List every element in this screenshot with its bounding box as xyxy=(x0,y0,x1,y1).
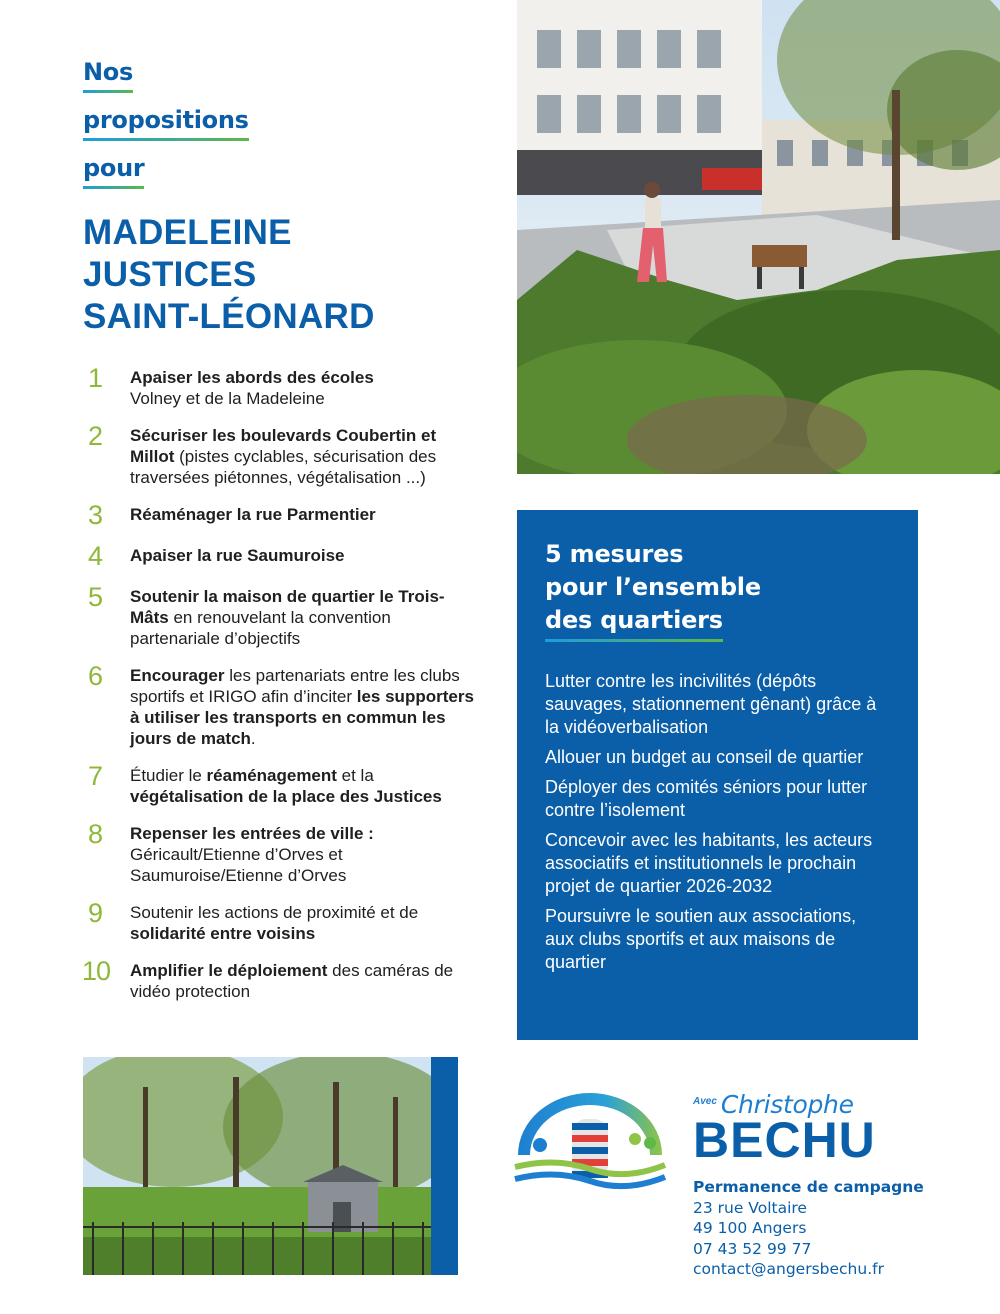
proposal-text xyxy=(130,899,482,944)
proposal-text xyxy=(130,542,344,570)
proposal-number: 6 xyxy=(88,661,104,691)
proposal-text xyxy=(130,957,482,1002)
proposal-number: 2 xyxy=(88,421,104,451)
measures-box xyxy=(517,510,918,1040)
street-photo-illustration xyxy=(517,0,1000,474)
contact-email: contact@angersbechu.fr xyxy=(693,1260,884,1278)
district-title xyxy=(83,212,503,338)
contact-title: Permanence de campagne xyxy=(693,1178,924,1196)
proposal-text xyxy=(130,662,482,749)
proposal-number: 9 xyxy=(88,898,104,928)
proposal-text-bold: solidarité entre voisins xyxy=(130,924,316,943)
proposal-text-regular: en renouvelant la convention partenariale d’objectifs xyxy=(130,608,391,648)
proposal-number: 10 xyxy=(82,956,111,986)
proposal-item xyxy=(82,762,482,807)
proposal-text xyxy=(130,501,376,529)
measure-item: Déployer des comités séniors pour lutter contre l’isolement xyxy=(545,777,868,820)
park-photo xyxy=(83,1057,458,1275)
proposal-text-regular: Volney et de la Madeleine xyxy=(130,389,325,408)
proposal-number: 4 xyxy=(88,541,104,571)
signature-avec: Avec xyxy=(693,1096,717,1107)
proposal-text-bold: Amplifier le déploiement xyxy=(130,961,328,980)
proposal-text-bold: réaménagement xyxy=(206,766,337,785)
measures-title-line-1: 5 mesures xyxy=(545,540,684,568)
intro-heading xyxy=(83,58,313,202)
candidate-signature xyxy=(693,1090,993,1168)
district-line-1: MADELEINE xyxy=(83,213,292,252)
measure-item: Allouer un budget au conseil de quartier xyxy=(545,747,864,767)
photo-blue-stripe xyxy=(431,1057,458,1275)
proposal-number: 5 xyxy=(88,582,104,612)
measures-list xyxy=(545,670,890,974)
contact-phone: 07 43 52 99 77 xyxy=(693,1239,812,1258)
proposal-text-bold: les supporters à utiliser les transports en commun les jours de match xyxy=(130,687,474,748)
intro-line-3: pour xyxy=(83,154,313,189)
proposal-text-bold: Encourager xyxy=(130,666,225,685)
proposal-item xyxy=(82,662,482,749)
measure-item: Poursuivre le soutien aux associations, aux clubs sportifs et aux maisons de quartier xyxy=(545,906,857,972)
proposal-text-regular: Géricault/Etienne d’Orves et Saumuroise/Etienne d’Orves xyxy=(130,845,347,885)
proposal-text-regular: (pistes cyclables, sécurisation des traversées piétonnes, végétalisation ...) xyxy=(130,447,437,487)
proposal-text-regular: les partenariats entre les clubs sportifs et IRIGO afin d’inciter xyxy=(130,666,460,706)
signature-first-name: Christophe xyxy=(720,1090,854,1119)
proposal-item xyxy=(82,501,482,529)
proposal-text xyxy=(130,583,482,649)
campaign-logo xyxy=(510,1087,670,1197)
proposal-list xyxy=(82,364,482,1015)
proposal-number: 7 xyxy=(88,761,104,791)
proposal-item xyxy=(82,422,482,488)
measure-item: Concevoir avec les habitants, les acteurs associatifs et institutionnels le prochain projet de quartier 2026-2032 xyxy=(545,830,873,896)
proposal-text-bold: Sécuriser les boulevards Coubertin et Millot xyxy=(130,426,437,466)
proposal-item xyxy=(82,364,482,409)
contact-address-line-1: 23 rue Voltaire xyxy=(693,1198,807,1217)
measures-title xyxy=(545,538,890,642)
proposal-text-bold: Réaménager la rue Parmentier xyxy=(130,505,376,524)
proposal-item xyxy=(82,583,482,649)
proposal-number: 8 xyxy=(88,819,104,849)
proposal-text xyxy=(130,364,374,409)
intro-line-1: Nos xyxy=(83,58,313,93)
proposal-item xyxy=(82,899,482,944)
proposal-item xyxy=(82,820,482,886)
proposal-number: 3 xyxy=(88,500,104,530)
proposal-text xyxy=(130,820,482,886)
contact-block xyxy=(693,1177,993,1280)
proposal-text xyxy=(130,422,482,488)
campaign-logo-graphic xyxy=(510,1087,670,1197)
proposal-text-regular: et la xyxy=(336,766,374,785)
proposal-item xyxy=(82,957,482,1002)
proposal-text-regular: . xyxy=(250,729,256,748)
street-photo xyxy=(517,0,1000,474)
proposal-text-bold: Soutenir la maison de quartier le Trois-Mâts xyxy=(130,587,445,627)
proposal-text-regular: Étudier le xyxy=(130,766,207,785)
district-line-2: JUSTICES xyxy=(83,255,257,294)
contact-address-line-2: 49 100 Angers xyxy=(693,1219,807,1237)
proposal-text xyxy=(130,762,482,807)
proposal-text-bold: Apaiser les abords des écoles xyxy=(130,368,374,387)
measures-title-line-3: des quartiers xyxy=(545,604,723,642)
proposal-text-regular: Soutenir les actions de proximité et de xyxy=(130,903,419,922)
park-photo-illustration xyxy=(83,1057,458,1275)
proposal-text-bold: Repenser les entrées de ville : xyxy=(130,824,374,843)
measure-item: Lutter contre les incivilités (dépôts sauvages, stationnement gênant) grâce à la vidéoverbalisation xyxy=(545,671,877,737)
signature-last-name: BECHU xyxy=(693,1112,876,1168)
proposal-number: 1 xyxy=(88,363,104,393)
proposal-text-bold: Apaiser la rue Saumuroise xyxy=(130,546,345,565)
proposal-text-bold: végétalisation de la place des Justices xyxy=(130,787,442,806)
intro-line-2: propositions xyxy=(83,106,313,141)
proposal-item xyxy=(82,542,482,570)
district-line-3: SAINT-LÉONARD xyxy=(83,297,375,336)
proposal-text-regular: des caméras de vidéo protection xyxy=(130,961,454,1001)
measures-title-line-2: pour l’ensemble xyxy=(545,573,761,601)
